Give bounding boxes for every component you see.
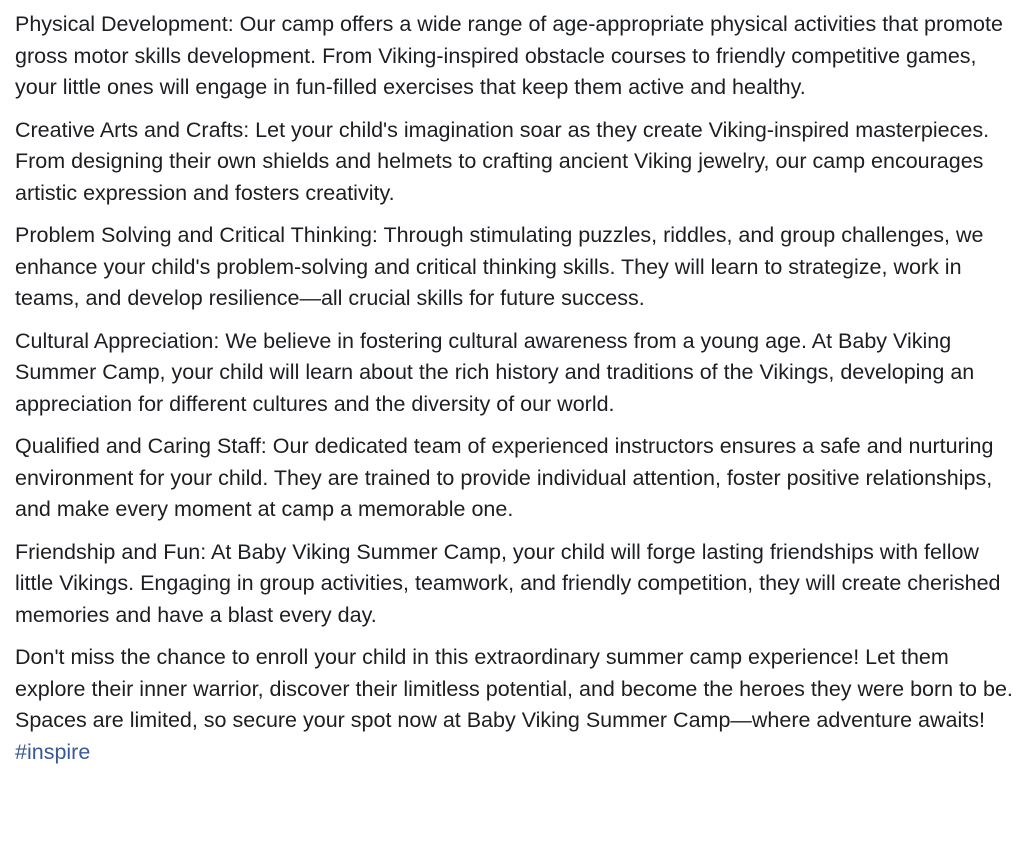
paragraph-call-to-action: Don't miss the chance to enroll your child in this extraordinary summer camp experience! Let them explore their inner warrior, discover their limitless potential, and become the heroes they were born to be. Spaces are limited, so secure your spot now at Baby Viking Summer Camp—where adventure awaits!: [15, 645, 1013, 732]
paragraph-cultural-appreciation: Cultural Appreciation: We believe in fostering cultural awareness from a young age. At Baby Viking Summer Camp, your child will learn about the rich history and traditions of the Vikings, developing an appreciation for different cultures and the diversity of our world.: [15, 328, 975, 416]
paragraph-friendship-fun: Friendship and Fun: At Baby Viking Summer Camp, your child will forge lasting friendships with fellow little Vikings. Engaging in group activities, teamwork, and friendly competition, they will create cherished memories and have a blast every day.: [15, 539, 1001, 627]
paragraph-qualified-staff: Qualified and Caring Staff: Our dedicated team of experienced instructors ensures a safe and nurturing environment for your child. They are trained to provide individual attention, foster positive relationships, and make every moment at camp a memorable one.: [15, 434, 994, 521]
paragraph-physical-development: Physical Development: Our camp offers a wide range of age-appropriate physical activities that promote gross motor skills development. From Viking-inspired obstacle courses to friendly competitive games, your little ones will engage in fun-filled exercises that keep them active and healthy.: [15, 12, 1003, 99]
hashtag-link[interactable]: #inspire: [15, 739, 91, 764]
paragraph-creative-arts: Creative Arts and Crafts: Let your child's imagination soar as they create Viking-inspired masterpieces. From designing their own shields and helmets to crafting ancient Viking jewelry, our camp encourages artistic expression and fosters creativity.: [15, 117, 990, 205]
paragraph-problem-solving: Problem Solving and Critical Thinking: Through stimulating puzzles, riddles, and group challenges, we enhance your child's problem-solving and critical thinking skills. They will learn to strategize, work in teams, and develop resilience—all crucial skills for future success.: [15, 223, 984, 310]
